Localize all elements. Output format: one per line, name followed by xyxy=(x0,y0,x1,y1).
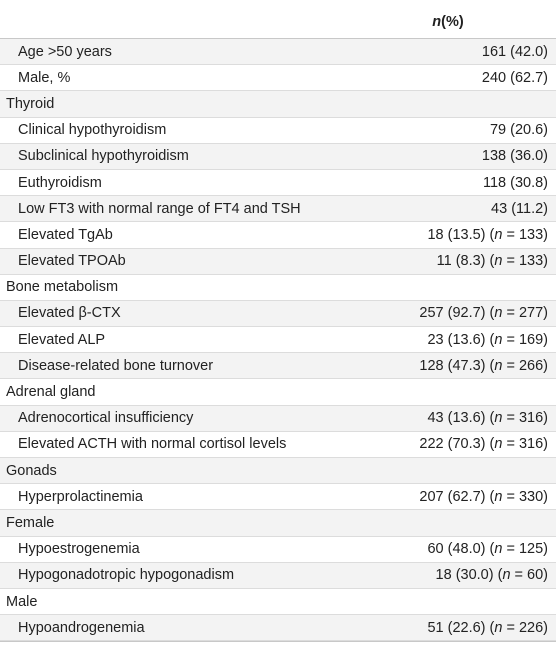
count-percent: 118 (30.8) xyxy=(482,174,548,191)
table-row xyxy=(0,537,556,563)
row-value xyxy=(336,541,556,557)
n-symbol: n xyxy=(494,488,503,505)
table-row xyxy=(0,39,556,65)
section-label: Gonads xyxy=(6,462,57,479)
n-value: = 266) xyxy=(502,357,548,374)
n-symbol: n xyxy=(494,410,503,427)
row-label: Disease-related bone turnover xyxy=(18,357,214,374)
table-row xyxy=(0,301,556,327)
count-percent: 257 (92.7) xyxy=(419,305,486,322)
count-percent: 128 (47.3) xyxy=(419,357,486,374)
row-label: Male, % xyxy=(18,69,71,86)
row-value xyxy=(336,227,556,243)
table-row xyxy=(0,432,556,458)
sample-size: (n = 316) xyxy=(485,436,548,453)
sample-size: (n = 266) xyxy=(485,357,548,374)
row-label: Low FT3 with normal range of FT4 and TSH xyxy=(18,200,301,217)
row-value xyxy=(336,567,556,583)
n-symbol: n xyxy=(494,305,503,322)
count-percent: 222 (70.3) xyxy=(419,436,486,453)
section-row xyxy=(0,510,556,536)
n-value: = 125) xyxy=(502,541,548,558)
count-percent: 60 (48.0) xyxy=(427,541,486,558)
sample-size: (n = 125) xyxy=(485,541,548,558)
header-n-symbol: n xyxy=(432,14,442,30)
count-percent: 43 (11.2) xyxy=(491,200,548,217)
table-row xyxy=(0,118,556,144)
row-label: Adrenocortical insufficiency xyxy=(18,410,194,427)
header-percent: (%) xyxy=(441,14,464,30)
row-value xyxy=(336,305,556,321)
section-label: Thyroid xyxy=(6,95,55,112)
sample-size: (n = 316) xyxy=(485,410,548,427)
count-percent: 207 (62.7) xyxy=(419,488,486,505)
row-value xyxy=(336,253,556,269)
table-body xyxy=(0,39,556,641)
count-percent: 43 (13.6) xyxy=(427,410,486,427)
table-row xyxy=(0,327,556,353)
count-percent: 23 (13.6) xyxy=(427,331,486,348)
n-value: = 277) xyxy=(502,305,548,322)
row-value xyxy=(336,489,556,505)
section-row xyxy=(0,458,556,484)
n-value: = 60) xyxy=(510,567,548,584)
count-percent: 11 (8.3) xyxy=(436,253,486,270)
table-row xyxy=(0,170,556,196)
row-value xyxy=(336,70,556,86)
row-value xyxy=(336,175,556,191)
row-value xyxy=(336,148,556,164)
n-symbol: n xyxy=(494,226,503,243)
row-label: Elevated ALP xyxy=(18,331,106,348)
row-label: Hypogonadotropic hypogonadism xyxy=(18,567,235,584)
row-value xyxy=(336,410,556,426)
table-header-row xyxy=(0,6,556,39)
count-percent: 79 (20.6) xyxy=(489,122,548,139)
row-value xyxy=(336,201,556,217)
row-value xyxy=(336,332,556,348)
sample-size: (n = 169) xyxy=(485,331,548,348)
header-value xyxy=(331,14,556,30)
n-value: = 133) xyxy=(502,253,548,270)
section-row xyxy=(0,589,556,615)
row-label: Elevated ACTH with normal cortisol levels xyxy=(18,436,287,453)
n-symbol: n xyxy=(494,357,503,374)
section-row xyxy=(0,275,556,301)
row-label: Age >50 years xyxy=(18,43,112,60)
sample-size: (n = 133) xyxy=(485,226,548,243)
section-label: Female xyxy=(6,514,55,531)
row-label: Hypoestrogenemia xyxy=(18,541,140,558)
n-symbol: n xyxy=(502,567,511,584)
row-label: Elevated TgAb xyxy=(18,226,113,243)
row-label: Clinical hypothyroidism xyxy=(18,122,167,139)
table-row xyxy=(0,144,556,170)
n-value: = 226) xyxy=(502,619,548,636)
row-label: Subclinical hypothyroidism xyxy=(18,148,189,165)
row-label: Euthyroidism xyxy=(18,174,102,191)
n-value: = 169) xyxy=(502,331,548,348)
table-bottom-rule xyxy=(0,641,556,642)
n-symbol: n xyxy=(494,619,503,636)
count-percent: 240 (62.7) xyxy=(481,69,548,86)
table-row xyxy=(0,353,556,379)
table-row xyxy=(0,563,556,589)
row-value xyxy=(336,620,556,636)
n-value: = 133) xyxy=(502,226,548,243)
sample-size: (n = 277) xyxy=(485,305,548,322)
n-value: = 316) xyxy=(502,436,548,453)
sample-size: (n = 330) xyxy=(485,488,548,505)
row-value xyxy=(336,122,556,138)
row-label: Hyperprolactinemia xyxy=(18,488,143,505)
n-symbol: n xyxy=(494,541,503,558)
row-value xyxy=(336,358,556,374)
table-row xyxy=(0,65,556,91)
count-percent: 18 (30.0) xyxy=(435,567,494,584)
count-percent: 51 (22.6) xyxy=(427,619,486,636)
sample-size: (n = 226) xyxy=(485,619,548,636)
section-label: Male xyxy=(6,593,38,610)
section-label: Adrenal gland xyxy=(6,384,96,401)
row-label: Hypoandrogenemia xyxy=(18,619,145,636)
table-row xyxy=(0,484,556,510)
row-label: Elevated β-CTX xyxy=(18,305,121,322)
n-symbol: n xyxy=(494,436,503,453)
count-percent: 161 (42.0) xyxy=(481,43,548,60)
table-row xyxy=(0,196,556,222)
count-percent: 18 (13.5) xyxy=(427,226,486,243)
section-row xyxy=(0,91,556,117)
table-row xyxy=(0,406,556,432)
sample-size: (n = 60) xyxy=(493,567,548,584)
table-row xyxy=(0,222,556,248)
table-row xyxy=(0,615,556,641)
section-label: Bone metabolism xyxy=(6,279,119,296)
count-percent: 138 (36.0) xyxy=(481,148,548,165)
n-symbol: n xyxy=(494,331,503,348)
section-row xyxy=(0,379,556,405)
n-symbol: n xyxy=(494,253,503,270)
row-value xyxy=(336,44,556,60)
table-row xyxy=(0,249,556,275)
n-value: = 330) xyxy=(502,488,548,505)
sample-size: (n = 133) xyxy=(485,253,548,270)
n-value: = 316) xyxy=(502,410,548,427)
row-value xyxy=(336,436,556,452)
row-label: Elevated TPOAb xyxy=(18,253,126,270)
